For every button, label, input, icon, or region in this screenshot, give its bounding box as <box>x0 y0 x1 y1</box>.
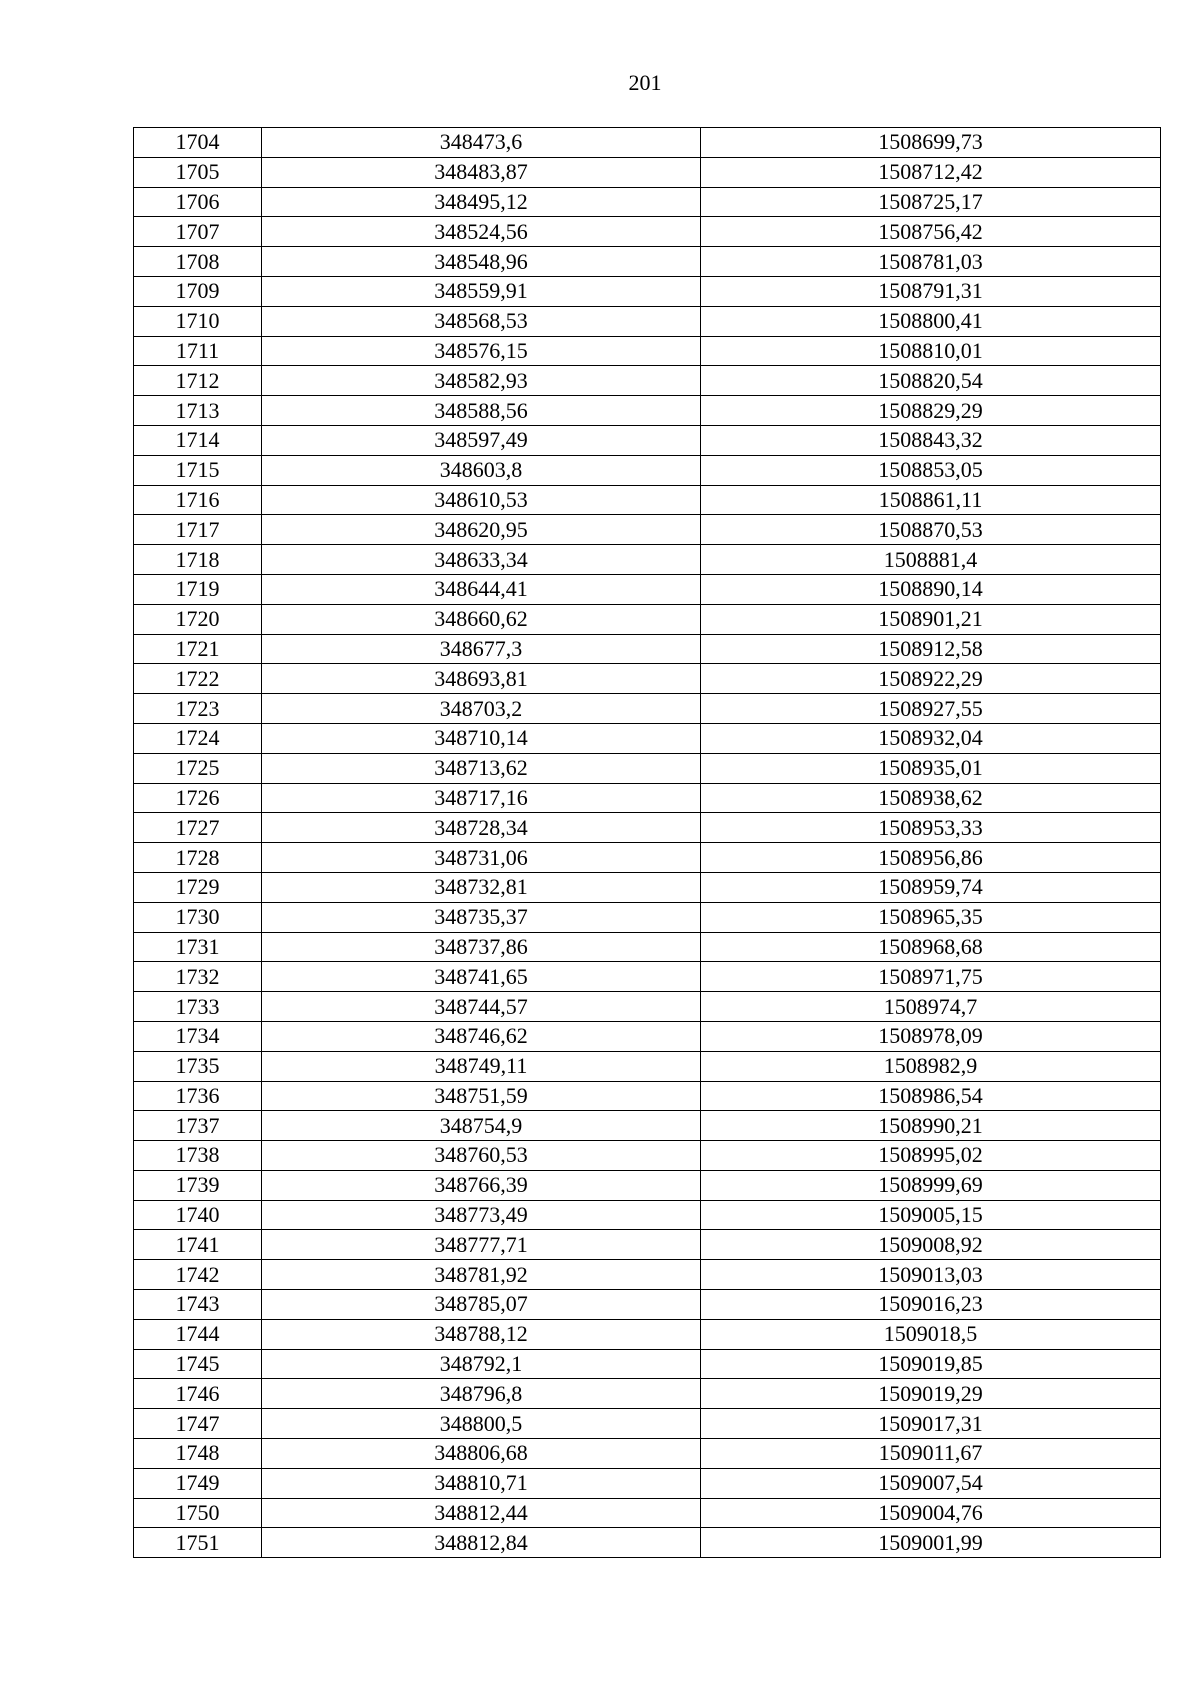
x-coordinate-cell: 348588,56 <box>262 396 701 426</box>
table-row <box>134 306 1161 336</box>
table-row <box>134 276 1161 306</box>
y-coordinate-cell: 1508800,41 <box>701 306 1161 336</box>
x-coordinate-cell: 348548,96 <box>262 247 701 277</box>
point-number-cell: 1712 <box>134 366 262 396</box>
table-row <box>134 1468 1161 1498</box>
table-row <box>134 1051 1161 1081</box>
table-row <box>134 932 1161 962</box>
point-number-cell: 1705 <box>134 157 262 187</box>
y-coordinate-cell: 1508938,62 <box>701 783 1161 813</box>
point-number-cell: 1744 <box>134 1319 262 1349</box>
table-row <box>134 664 1161 694</box>
x-coordinate-cell: 348495,12 <box>262 187 701 217</box>
point-number-cell: 1735 <box>134 1051 262 1081</box>
y-coordinate-cell: 1508956,86 <box>701 843 1161 873</box>
point-number-cell: 1737 <box>134 1111 262 1141</box>
x-coordinate-cell: 348751,59 <box>262 1081 701 1111</box>
point-number-cell: 1746 <box>134 1379 262 1409</box>
x-coordinate-cell: 348713,62 <box>262 753 701 783</box>
x-coordinate-cell: 348644,41 <box>262 574 701 604</box>
point-number-cell: 1728 <box>134 843 262 873</box>
table-row <box>134 1409 1161 1439</box>
y-coordinate-cell: 1509005,15 <box>701 1200 1161 1230</box>
point-number-cell: 1718 <box>134 545 262 575</box>
point-number-cell: 1725 <box>134 753 262 783</box>
table-row <box>134 992 1161 1022</box>
point-number-cell: 1723 <box>134 694 262 724</box>
point-number-cell: 1747 <box>134 1409 262 1439</box>
y-coordinate-cell: 1508861,11 <box>701 485 1161 515</box>
table-row <box>134 902 1161 932</box>
point-number-cell: 1719 <box>134 574 262 604</box>
table-row <box>134 485 1161 515</box>
table-row <box>134 1528 1161 1558</box>
x-coordinate-cell: 348524,56 <box>262 217 701 247</box>
point-number-cell: 1736 <box>134 1081 262 1111</box>
x-coordinate-cell: 348728,34 <box>262 813 701 843</box>
x-coordinate-cell: 348582,93 <box>262 366 701 396</box>
x-coordinate-cell: 348633,34 <box>262 545 701 575</box>
point-number-cell: 1738 <box>134 1141 262 1171</box>
x-coordinate-cell: 348737,86 <box>262 932 701 962</box>
page-number: 201 <box>628 70 662 95</box>
table-row <box>134 694 1161 724</box>
y-coordinate-cell: 1509011,67 <box>701 1439 1161 1469</box>
y-coordinate-cell: 1508932,04 <box>701 723 1161 753</box>
point-number-cell: 1739 <box>134 1170 262 1200</box>
y-coordinate-cell: 1508843,32 <box>701 425 1161 455</box>
point-number-cell: 1715 <box>134 455 262 485</box>
x-coordinate-cell: 348744,57 <box>262 992 701 1022</box>
x-coordinate-cell: 348717,16 <box>262 783 701 813</box>
x-coordinate-cell: 348483,87 <box>262 157 701 187</box>
x-coordinate-cell: 348603,8 <box>262 455 701 485</box>
y-coordinate-cell: 1508927,55 <box>701 694 1161 724</box>
x-coordinate-cell: 348785,07 <box>262 1290 701 1320</box>
table-row <box>134 1170 1161 1200</box>
table-row <box>134 366 1161 396</box>
x-coordinate-cell: 348568,53 <box>262 306 701 336</box>
point-number-cell: 1734 <box>134 1021 262 1051</box>
table-row <box>134 1319 1161 1349</box>
x-coordinate-cell: 348731,06 <box>262 843 701 873</box>
coordinates-table-body <box>134 128 1161 1558</box>
y-coordinate-cell: 1508756,42 <box>701 217 1161 247</box>
x-coordinate-cell: 348788,12 <box>262 1319 701 1349</box>
y-coordinate-cell: 1508901,21 <box>701 604 1161 634</box>
point-number-cell: 1724 <box>134 723 262 753</box>
coordinates-table <box>133 127 1161 1558</box>
x-coordinate-cell: 348749,11 <box>262 1051 701 1081</box>
point-number-cell: 1749 <box>134 1468 262 1498</box>
x-coordinate-cell: 348677,3 <box>262 634 701 664</box>
point-number-cell: 1709 <box>134 276 262 306</box>
y-coordinate-cell: 1508986,54 <box>701 1081 1161 1111</box>
point-number-cell: 1727 <box>134 813 262 843</box>
y-coordinate-cell: 1509008,92 <box>701 1230 1161 1260</box>
y-coordinate-cell: 1508699,73 <box>701 128 1161 158</box>
y-coordinate-cell: 1508791,31 <box>701 276 1161 306</box>
point-number-cell: 1713 <box>134 396 262 426</box>
point-number-cell: 1740 <box>134 1200 262 1230</box>
y-coordinate-cell: 1509016,23 <box>701 1290 1161 1320</box>
point-number-cell: 1745 <box>134 1349 262 1379</box>
point-number-cell: 1720 <box>134 604 262 634</box>
x-coordinate-cell: 348746,62 <box>262 1021 701 1051</box>
x-coordinate-cell: 348620,95 <box>262 515 701 545</box>
x-coordinate-cell: 348660,62 <box>262 604 701 634</box>
x-coordinate-cell: 348812,44 <box>262 1498 701 1528</box>
y-coordinate-cell: 1508810,01 <box>701 336 1161 366</box>
x-coordinate-cell: 348760,53 <box>262 1141 701 1171</box>
point-number-cell: 1711 <box>134 336 262 366</box>
y-coordinate-cell: 1509018,5 <box>701 1319 1161 1349</box>
x-coordinate-cell: 348597,49 <box>262 425 701 455</box>
y-coordinate-cell: 1508953,33 <box>701 813 1161 843</box>
table-row <box>134 1260 1161 1290</box>
table-row <box>134 336 1161 366</box>
y-coordinate-cell: 1509013,03 <box>701 1260 1161 1290</box>
y-coordinate-cell: 1508853,05 <box>701 455 1161 485</box>
table-row <box>134 515 1161 545</box>
point-number-cell: 1722 <box>134 664 262 694</box>
x-coordinate-cell: 348754,9 <box>262 1111 701 1141</box>
point-number-cell: 1710 <box>134 306 262 336</box>
y-coordinate-cell: 1508725,17 <box>701 187 1161 217</box>
y-coordinate-cell: 1509019,85 <box>701 1349 1161 1379</box>
point-number-cell: 1748 <box>134 1439 262 1469</box>
y-coordinate-cell: 1509001,99 <box>701 1528 1161 1558</box>
point-number-cell: 1742 <box>134 1260 262 1290</box>
y-coordinate-cell: 1508881,4 <box>701 545 1161 575</box>
table-row <box>134 723 1161 753</box>
table-row <box>134 187 1161 217</box>
table-row <box>134 813 1161 843</box>
table-row <box>134 1439 1161 1469</box>
x-coordinate-cell: 348710,14 <box>262 723 701 753</box>
table-row <box>134 217 1161 247</box>
point-number-cell: 1743 <box>134 1290 262 1320</box>
table-row <box>134 455 1161 485</box>
x-coordinate-cell: 348732,81 <box>262 872 701 902</box>
x-coordinate-cell: 348741,65 <box>262 962 701 992</box>
x-coordinate-cell: 348777,71 <box>262 1230 701 1260</box>
point-number-cell: 1732 <box>134 962 262 992</box>
x-coordinate-cell: 348812,84 <box>262 1528 701 1558</box>
table-row <box>134 1081 1161 1111</box>
point-number-cell: 1717 <box>134 515 262 545</box>
point-number-cell: 1731 <box>134 932 262 962</box>
x-coordinate-cell: 348810,71 <box>262 1468 701 1498</box>
point-number-cell: 1707 <box>134 217 262 247</box>
point-number-cell: 1729 <box>134 872 262 902</box>
table-row <box>134 843 1161 873</box>
table-row <box>134 1230 1161 1260</box>
point-number-cell: 1751 <box>134 1528 262 1558</box>
table-row <box>134 396 1161 426</box>
table-row <box>134 962 1161 992</box>
x-coordinate-cell: 348703,2 <box>262 694 701 724</box>
table-row <box>134 604 1161 634</box>
table-row <box>134 1111 1161 1141</box>
x-coordinate-cell: 348796,8 <box>262 1379 701 1409</box>
table-row <box>134 247 1161 277</box>
table-row <box>134 1141 1161 1171</box>
y-coordinate-cell: 1508974,7 <box>701 992 1161 1022</box>
y-coordinate-cell: 1508870,53 <box>701 515 1161 545</box>
table-row <box>134 1021 1161 1051</box>
table-row <box>134 1379 1161 1409</box>
x-coordinate-cell: 348473,6 <box>262 128 701 158</box>
x-coordinate-cell: 348800,5 <box>262 1409 701 1439</box>
x-coordinate-cell: 348792,1 <box>262 1349 701 1379</box>
table-row <box>134 634 1161 664</box>
point-number-cell: 1716 <box>134 485 262 515</box>
x-coordinate-cell: 348806,68 <box>262 1439 701 1469</box>
y-coordinate-cell: 1508890,14 <box>701 574 1161 604</box>
point-number-cell: 1708 <box>134 247 262 277</box>
point-number-cell: 1750 <box>134 1498 262 1528</box>
point-number-cell: 1726 <box>134 783 262 813</box>
point-number-cell: 1706 <box>134 187 262 217</box>
x-coordinate-cell: 348766,39 <box>262 1170 701 1200</box>
x-coordinate-cell: 348610,53 <box>262 485 701 515</box>
table-row <box>134 128 1161 158</box>
y-coordinate-cell: 1508999,69 <box>701 1170 1161 1200</box>
table-row <box>134 753 1161 783</box>
table-row <box>134 1200 1161 1230</box>
y-coordinate-cell: 1508935,01 <box>701 753 1161 783</box>
point-number-cell: 1733 <box>134 992 262 1022</box>
y-coordinate-cell: 1509019,29 <box>701 1379 1161 1409</box>
y-coordinate-cell: 1509017,31 <box>701 1409 1161 1439</box>
table-row <box>134 545 1161 575</box>
table-row <box>134 1498 1161 1528</box>
x-coordinate-cell: 348576,15 <box>262 336 701 366</box>
y-coordinate-cell: 1508959,74 <box>701 872 1161 902</box>
point-number-cell: 1741 <box>134 1230 262 1260</box>
point-number-cell: 1721 <box>134 634 262 664</box>
table-row <box>134 157 1161 187</box>
table-row <box>134 872 1161 902</box>
point-number-cell: 1704 <box>134 128 262 158</box>
y-coordinate-cell: 1508820,54 <box>701 366 1161 396</box>
y-coordinate-cell: 1508982,9 <box>701 1051 1161 1081</box>
table-row <box>134 783 1161 813</box>
y-coordinate-cell: 1508978,09 <box>701 1021 1161 1051</box>
x-coordinate-cell: 348781,92 <box>262 1260 701 1290</box>
y-coordinate-cell: 1508965,35 <box>701 902 1161 932</box>
y-coordinate-cell: 1508971,75 <box>701 962 1161 992</box>
x-coordinate-cell: 348735,37 <box>262 902 701 932</box>
y-coordinate-cell: 1508829,29 <box>701 396 1161 426</box>
y-coordinate-cell: 1509004,76 <box>701 1498 1161 1528</box>
table-row <box>134 1349 1161 1379</box>
y-coordinate-cell: 1508995,02 <box>701 1141 1161 1171</box>
y-coordinate-cell: 1508990,21 <box>701 1111 1161 1141</box>
x-coordinate-cell: 348773,49 <box>262 1200 701 1230</box>
point-number-cell: 1714 <box>134 425 262 455</box>
y-coordinate-cell: 1508922,29 <box>701 664 1161 694</box>
y-coordinate-cell: 1508712,42 <box>701 157 1161 187</box>
x-coordinate-cell: 348559,91 <box>262 276 701 306</box>
table-row <box>134 425 1161 455</box>
y-coordinate-cell: 1508912,58 <box>701 634 1161 664</box>
table-row <box>134 1290 1161 1320</box>
y-coordinate-cell: 1509007,54 <box>701 1468 1161 1498</box>
y-coordinate-cell: 1508968,68 <box>701 932 1161 962</box>
point-number-cell: 1730 <box>134 902 262 932</box>
x-coordinate-cell: 348693,81 <box>262 664 701 694</box>
table-row <box>134 574 1161 604</box>
y-coordinate-cell: 1508781,03 <box>701 247 1161 277</box>
